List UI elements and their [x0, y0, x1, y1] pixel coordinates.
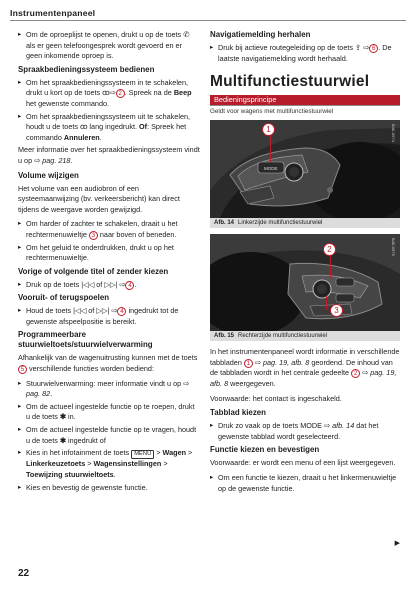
header-title: Instrumentenpaneel — [10, 8, 96, 18]
callout-line — [330, 256, 331, 278]
intro-list — [18, 30, 200, 62]
volume-list — [18, 219, 200, 263]
next-track-icon: ▷▷| — [104, 279, 118, 289]
list-item: ▸ Stuurwielverwarming: meer informatie vindt u op ⇨ pag. 82. — [18, 379, 200, 400]
page-reference[interactable]: pag. 218 — [42, 155, 71, 165]
marker-4: 4 — [125, 281, 134, 290]
figure-14-marker: 1 — [262, 123, 275, 136]
list-item: ▸ Om harder of zachter te schakelen, draait u het rechtermenuwieltje 3 naar boven of beneden. — [18, 219, 200, 240]
list-item: ▸ Houd de toets |◁◁ of ▷▷| ⇨ 4 ingedrukt tot de gewenste afspeelpositie is bereikt. — [18, 306, 200, 327]
phone-icon: ✆ — [183, 30, 190, 39]
callout-line — [270, 136, 271, 162]
right-steering-wheel-illustration — [210, 234, 400, 331]
programmable-list — [18, 379, 200, 494]
list-item: ▸ Om de actueel ingestelde functie op te roepen, drukt u de toets ✱ in. — [18, 402, 200, 423]
marker-2: 2 — [116, 89, 125, 98]
list-item: ▸ Kies in het infotainment de toets MENU > Wagen > Linkerkeuzetoets > Wagensinstellingen > Toewijzing stuurwieltoets. — [18, 448, 200, 480]
next-track-icon: ▷▷| — [96, 306, 110, 316]
heading-tab: Tabblad kiezen — [210, 408, 266, 418]
previous-track-icon: |◁◁ — [81, 279, 95, 289]
left-column — [18, 30, 200, 495]
marker-2: 2 — [351, 369, 360, 378]
figure-code: B4K-0575 — [391, 238, 396, 256]
figure-code: B4K-0574 — [391, 124, 396, 142]
page-header — [10, 3, 406, 21]
heading-volume: Volume wijzigen — [18, 170, 79, 180]
marker-5: 5 — [18, 365, 27, 374]
list-item: ▸ Kies en bevestig de gewenste functie. — [18, 483, 200, 494]
list-item: ▸ Om de oproeplijst te openen, drukt u op de toets ✆ als er geen telefoongesprek wordt gevoerd en er geen inkomende oproep is. — [18, 30, 200, 62]
voice-control-icon: ꝏ — [80, 122, 88, 132]
track-list — [18, 280, 200, 291]
left-steering-wheel-illustration — [210, 120, 400, 218]
list-item: ▸ Om het spraakbedieningssysteem uit te schakelen, houdt u de toets ꝏ lang ingedrukt. Of: Spreek het commando Annuleren. — [18, 112, 200, 144]
navigation-list — [210, 43, 400, 64]
page-reference[interactable]: pag. 82 — [26, 389, 51, 399]
marker-3: 3 — [89, 231, 98, 240]
voice-list — [18, 78, 200, 144]
tabs-info: In het instrumentenpaneel wordt informatie in verschillende tabbladen 1 ⇨ pag. 19, afb. 8 geordend. De inhoud van de tabbladen wordt in het centrale gedeelte 2 ⇨ pag. 19, afb. 8 weergegeven. — [210, 347, 400, 388]
marker-4: 4 — [117, 307, 126, 316]
figure-14-button-label: MODE — [264, 166, 278, 172]
list-item: ▸ Druk op de toets |◁◁ of ▷▷| ⇨ 4 . — [18, 280, 200, 291]
right-column — [210, 30, 400, 496]
applicability-note: Geldt voor wagens met multifunctiestuurwiel — [210, 108, 334, 116]
list-item: ▸ Druk bij actieve routegeleiding op de toets ⇪ ⇨ 6 . De laatste navigatiemelding wordt herhaald. — [210, 43, 400, 64]
seek-list — [18, 306, 200, 327]
list-item: ▸ Om de actueel ingestelde functie op te vragen, houdt u de toets ✱ ingedrukt of — [18, 425, 200, 446]
figure-reference[interactable]: afb. 14 — [332, 421, 355, 431]
function-text: Voorwaarde: er wordt een menu of een lijst weergegeven. — [210, 458, 396, 468]
section-title: Multifunctiestuurwiel — [210, 73, 370, 91]
heading-voice: Spraakbedieningssysteem bedienen — [18, 64, 155, 74]
volume-text: Het volume van een audiobron of een systeemaanwijzing (bv. verkeersbericht) kan direct tijdens de weergave worden gewijzigd. — [18, 183, 180, 214]
voice-more-info: Meer informatie over het spraakbedieningssysteem vindt u op ⇨ pag. 218. — [18, 145, 200, 165]
tab-list — [210, 421, 400, 442]
previous-track-icon: |◁◁ — [73, 306, 87, 316]
marker-1: 1 — [244, 359, 253, 368]
function-list — [210, 473, 400, 494]
voice-control-icon: ꝏ — [102, 88, 110, 98]
page-reference[interactable]: pag. 19, afb. 8 — [210, 368, 397, 388]
list-item: ▸ Druk zo vaak op de toets MODE ⇨ afb. 14 dat het gewenste tabblad wordt geselecteerd. — [210, 421, 400, 442]
precondition-text: Voorwaarde: het contact is ingeschakeld. — [210, 393, 342, 403]
heading-function: Functie kiezen en bevestigen — [210, 445, 320, 455]
heading-track: Vorige of volgende titel of zender kiezen — [18, 266, 169, 276]
asterisk-icon: ✱ — [59, 412, 66, 422]
programmable-text: Afhankelijk van de wagenuitrusting kunnen met de toets 5 verschillende functies worden bediend: — [18, 353, 198, 374]
callout-line — [326, 296, 327, 310]
continue-arrow-icon: ▶ — [394, 540, 400, 547]
navigation-repeat-icon: ⇪ — [355, 43, 362, 52]
heading-navigation: Navigatiemelding herhalen — [210, 30, 311, 39]
figure-15 — [210, 234, 400, 331]
list-item: ▸ Om het spraakbedieningssysteem in te schakelen, drukt u kort op de toets ꝏ⇨ 2 . Spreek na de Beep het gewenste commando. — [18, 78, 200, 110]
menu-key: MENU — [131, 450, 154, 459]
figure-15-marker-bottom: 3 — [330, 304, 343, 317]
page-number: 22 — [18, 568, 30, 579]
marker-6: 6 — [369, 44, 378, 53]
list-item: ▸ Om het geluid te onderdrukken, drukt u op het rechtermenuwieltje. — [18, 243, 200, 264]
heading-seek: Vooruit- of terugspoelen — [18, 293, 110, 303]
list-item: ▸ Om een functie te kiezen, draait u het linkermenuwieltje op de gewenste functie. — [210, 473, 400, 494]
heading-programmable: Programmeerbare stuurwieltoets/stuurwielverwarming — [18, 330, 153, 350]
figure-14-caption: Afb. 14 Linkerzijde multifunctiestuurwiel — [210, 218, 400, 228]
asterisk-icon: ✱ — [59, 435, 66, 445]
figure-15-caption: Afb. 15 Rechterzijde multifunctiestuurwiel — [210, 331, 400, 341]
page-reference[interactable]: pag. 19, afb. 8 — [262, 357, 310, 367]
figure-15-marker-top: 2 — [323, 243, 336, 256]
subsection-bar: Bedieningsprincipe — [210, 95, 400, 106]
figure-14 — [210, 120, 400, 218]
